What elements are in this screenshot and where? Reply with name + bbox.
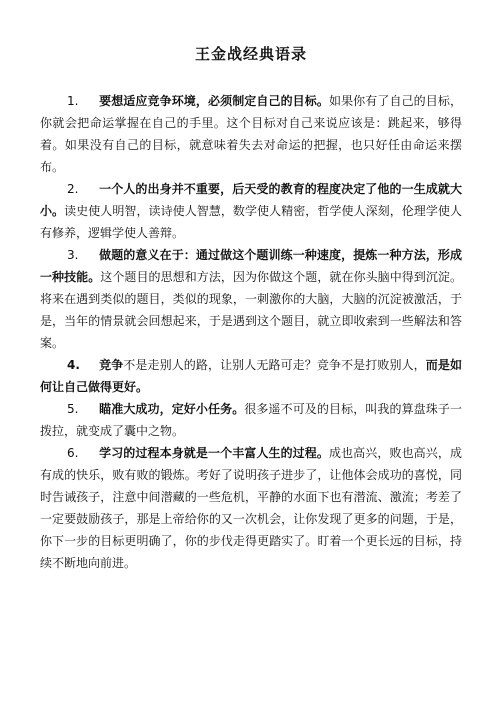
- quote-item-6: [40, 442, 462, 574]
- item-number: 2.: [67, 182, 79, 196]
- quote-item-4: [40, 354, 462, 398]
- item-body: 成也高兴，败也高兴，成有成的快乐，败有败的锻炼。考好了说明孩子进步了，让他体会成功的喜悦，同时告诫孩子，注意中间潜藏的一些危机，平静的水面下也有潜流、激流；考差了一定要鼓励孩子，那是上帝给你的又一次机会，让你发现了更多的问题，于是，你下一步的目标更明确了，你的步伐走得更踏实了。盯着一个更长远的目标，持续不断地向前进。: [40, 446, 462, 570]
- item-number: 1.: [67, 94, 79, 108]
- item-number: 6.: [67, 446, 79, 460]
- item-lead: 竞争: [99, 358, 124, 372]
- page-title: 王金战经典语录: [194, 45, 307, 63]
- item-lead: 瞄准大成功，定好小任务。: [99, 402, 245, 416]
- item-body: 很多遥不可及的目标，叫我的算盘珠子一拨拉，就变成了囊中之物。: [40, 402, 462, 438]
- item-tail: 而是如何让自己做得更好。: [40, 358, 462, 394]
- item-body: 如果你有了自己的目标，你就会把命运掌握在自己的手里。这个目标对自己来说应该是：跳起来，够得着。如果没有自己的目标，就意味着失去对命运的把握，也只好任由命运来摆布。: [40, 94, 462, 174]
- quote-item-3: [40, 244, 462, 354]
- item-lead: 一个人的出身并不重要，后天受的教育的程度决定了他的一生成就大小。: [40, 182, 462, 218]
- quote-item-5: [40, 398, 462, 442]
- item-number: 3.: [67, 248, 79, 262]
- item-body: 不是走别人的路，让别人无路可走？竞争不是打败别人，: [123, 358, 426, 372]
- item-number: 4.: [67, 358, 80, 372]
- item-lead: 做题的意义在于：通过做这个题训练一种速度，提炼一种方法，形成一种技能。: [40, 248, 462, 284]
- item-body: 读史使人明智，读诗使人智慧，数学使人精密，哲学使人深刻，伦理学使人有修养，逻辑学使人善辩。: [40, 204, 462, 240]
- item-number: 5.: [67, 402, 79, 416]
- item-lead: 要想适应竞争环境，必须制定自己的目标。: [99, 94, 329, 108]
- quote-item-2: [40, 178, 462, 244]
- item-lead: 学习的过程本身就是一个丰富人生的过程。: [99, 446, 329, 460]
- item-body: 这个题目的思想和方法，因为你做这个题，就在你头脑中得到沉淀。将来在遇到类似的题目，类似的现象，一刺激你的大脑，大脑的沉淀被激活，于是，当年的情景就会回想起来，于是遇到这个题目，就立即收索到一些解法和答案。: [40, 270, 462, 350]
- quote-item-1: [40, 90, 462, 178]
